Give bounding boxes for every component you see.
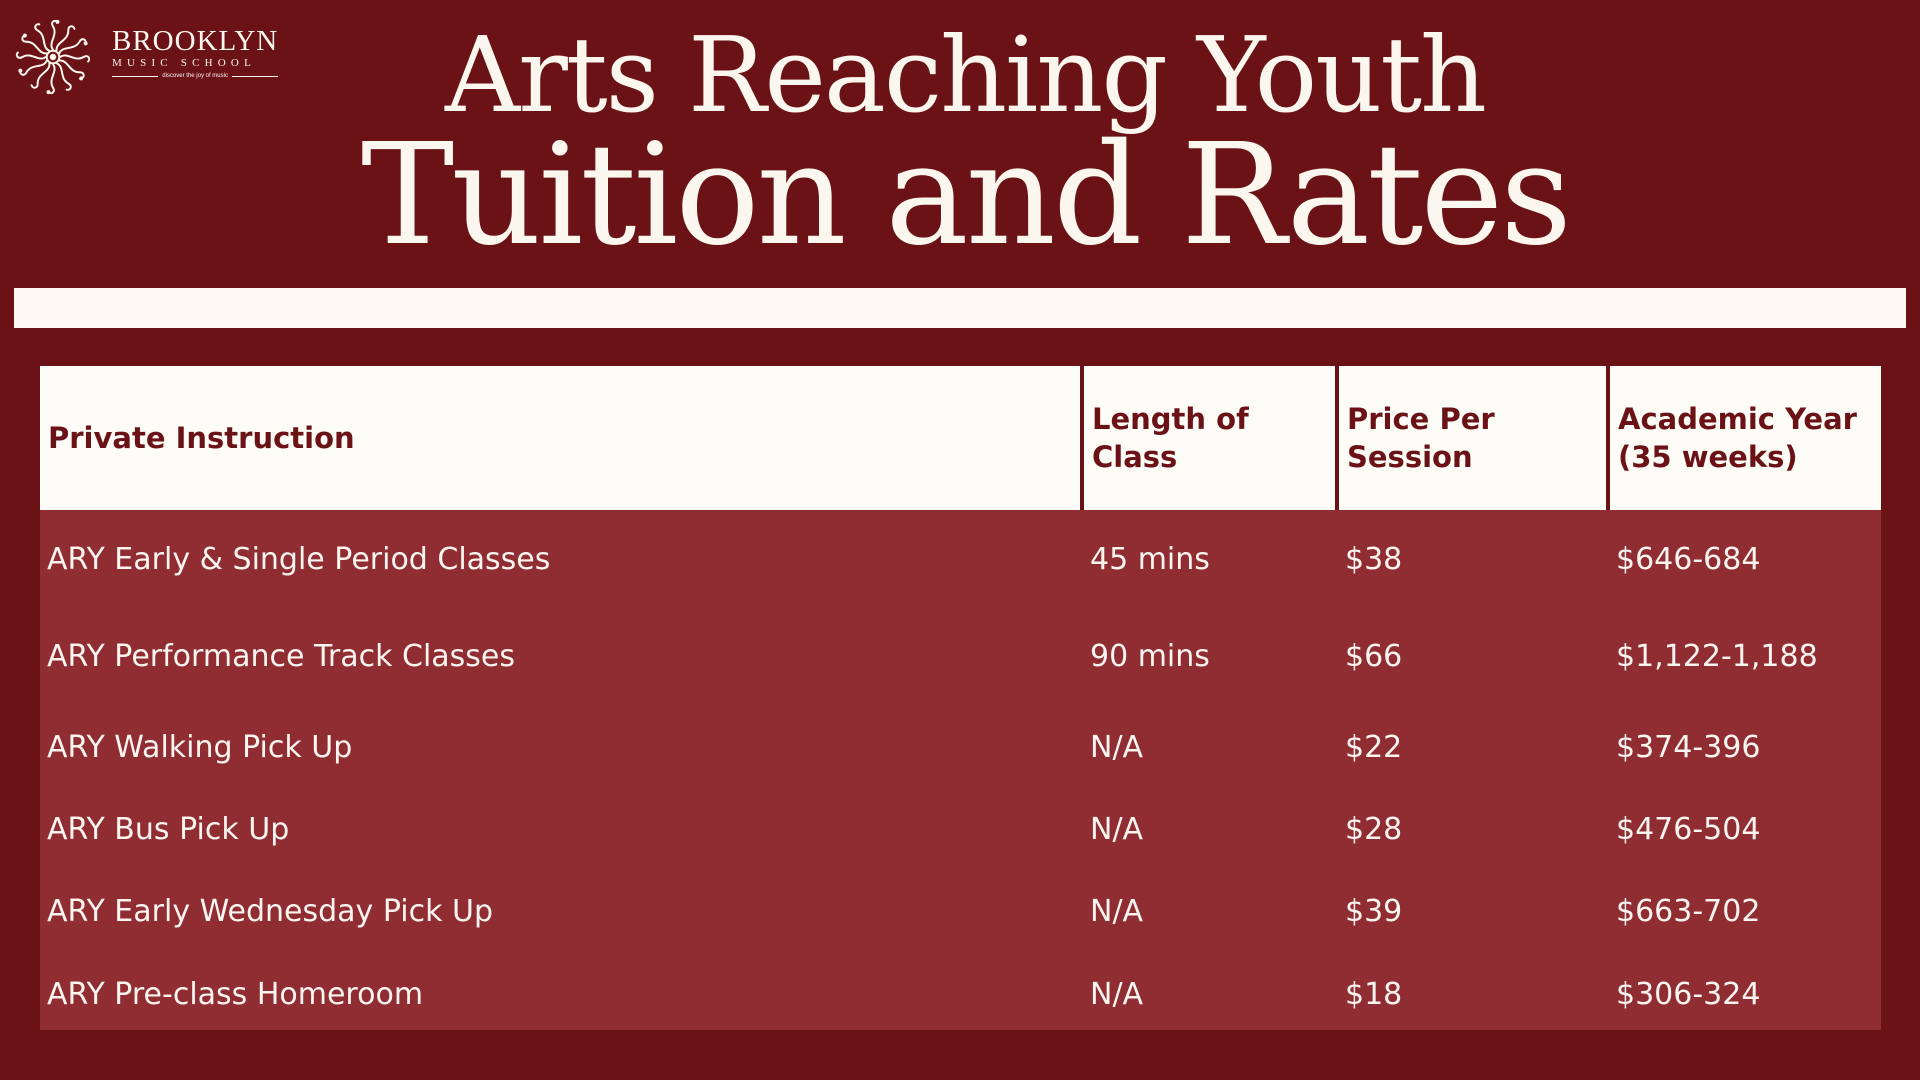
divider-bar <box>14 288 1906 328</box>
logo-name: BROOKLYN <box>112 25 279 57</box>
row-academic-year: $476-504 <box>1616 812 1761 847</box>
row-program: ARY Walking Pick Up <box>47 730 353 765</box>
row-length: 90 mins <box>1090 639 1210 674</box>
row-price: $66 <box>1345 639 1403 674</box>
row-length: N/A <box>1090 812 1144 847</box>
logo-tagline: discover the joy of music <box>162 73 228 79</box>
row-program: ARY Early & Single Period Classes <box>47 542 551 577</box>
header-private-instruction: Private Instruction <box>40 366 1080 510</box>
row-program: ARY Bus Pick Up <box>47 812 290 847</box>
row-length: N/A <box>1090 894 1144 929</box>
row-academic-year: $663-702 <box>1616 894 1761 929</box>
header-academic-year: Academic Year (35 weeks) <box>1610 366 1881 510</box>
row-price: $22 <box>1345 730 1403 765</box>
row-program: ARY Early Wednesday Pick Up <box>47 894 494 929</box>
row-length: N/A <box>1090 977 1144 1012</box>
logo-subtitle: MUSIC SCHOOL <box>112 57 256 69</box>
header-price-per-session: Price Per Session <box>1339 366 1606 510</box>
row-program: ARY Pre-class Homeroom <box>47 977 424 1012</box>
header-length-of-class: Length of Class <box>1084 366 1335 510</box>
row-academic-year: $646-684 <box>1616 542 1761 577</box>
row-price: $38 <box>1345 542 1403 577</box>
row-length: 45 mins <box>1090 542 1210 577</box>
row-academic-year: $306-324 <box>1616 977 1761 1012</box>
row-price: $18 <box>1345 977 1403 1012</box>
row-price: $28 <box>1345 812 1403 847</box>
table-body <box>40 510 1881 1030</box>
row-length: N/A <box>1090 730 1144 765</box>
row-academic-year: $374-396 <box>1616 730 1761 765</box>
row-price: $39 <box>1345 894 1403 929</box>
row-academic-year: $1,122-1,188 <box>1616 639 1818 674</box>
page-title-line2: Tuition and Rates <box>360 114 1570 277</box>
tuition-rates-table <box>40 366 1881 1030</box>
row-program: ARY Performance Track Classes <box>47 639 516 674</box>
page-title-line1: Arts Reaching Youth <box>445 14 1485 136</box>
table-header-row <box>40 366 1881 510</box>
